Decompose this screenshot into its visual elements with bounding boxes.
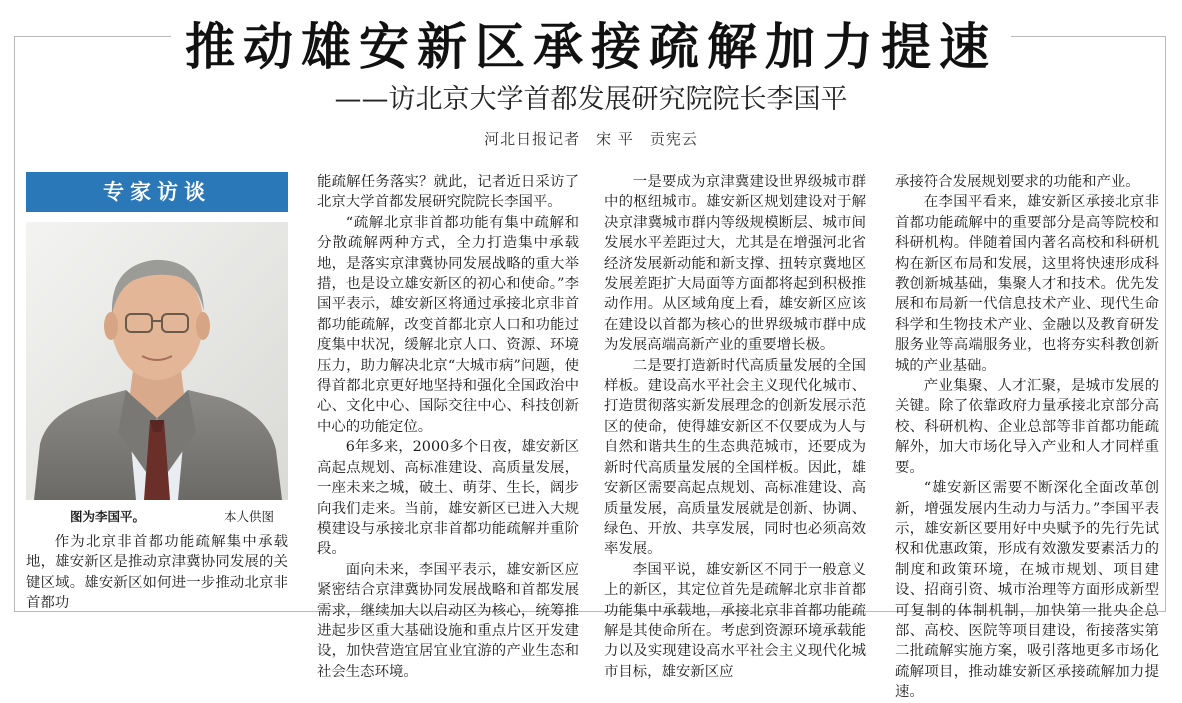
paragraph: 李国平说，雄安新区不同于一般意义上的新区，其定位首先是疏解北京非首都功能集中承载地，承接北京非首都功能疏解是其使命所在。考虑到资源环境承载能力以及实现建设高水平社会主义现代化城市目标，雄安新区应 — [604, 561, 866, 680]
paragraph: 在李国平看来，雄安新区承接北京非首都功能疏解中的重要部分是高等院校和科研机构。伴随着国内著名高校和科研机构在新区布局和发展，这里将快速形成科教创新城基础，集聚人才和技术。优先发展和布局新一代信息技术产业、现代生命科学和生物技术产业、金融以及教育研发服务业等高端服务业，也将夯实科教创新城的产业基础。 — [895, 194, 1159, 374]
paragraph: 承接符合发展规划要求的功能和产业。 — [895, 174, 1140, 190]
title-band — [0, 0, 1182, 90]
photo-credit: 本人供图 — [223, 509, 274, 524]
column-4 — [895, 172, 1159, 703]
photo-caption — [26, 508, 288, 526]
article-subtitle: ——访北京大学首都发展研究院院长李国平 — [334, 84, 848, 115]
paragraph: 能疏解任务落实？就此，记者近日采访了北京大学首都发展研究院院长李国平。 — [317, 174, 579, 211]
paragraph: 一是要成为京津冀建设世界级城市群中的枢纽城市。雄安新区规划建设对于解决京津冀城市群内等级规模断层、城市间发展水平差距过大，尤其是在增强河北省经济发展新动能和新支撑、扭转京冀地区发展差距扩大局面等方面都将起到积极推动作用。从区域角度上看，雄安新区应该在建设以首都为核心的世界级城市群中成为发展高端高新产业的重要增长极。 — [604, 174, 866, 354]
portrait-photo — [26, 222, 288, 500]
paragraph: 6年多来，2000多个日夜，雄安新区高起点规划、高标准建设、高质量发展，一座未来之城，破土、萌芽、生长，阔步向我们走来。当前，雄安新区已进入大规模建设与承接北京非首都功能疏解并重阶段。 — [317, 439, 579, 558]
paragraph: 面向未来，李国平表示，雄安新区应紧密结合京津冀协同发展战略和首都发展需求，继续加大以启动区为核心，统筹推进起步区重大基础设施和重点片区开发建设，加快营造宜居宜业宜游的产业生态和社会生态环境。 — [317, 561, 579, 680]
column-1 — [26, 172, 288, 614]
caption-text: 图为李国平。 — [70, 509, 146, 524]
article-title: 推动雄安新区承接疏解加力提速 — [171, 8, 1011, 86]
article-byline: 河北日报记者 宋 平 贡宪云 — [484, 130, 698, 148]
paragraph: 产业集聚、人才汇聚，是城市发展的关键。除了依靠政府力量承接北京部分高校、科研机构、企业总部等非首都功能疏解外，加大市场化导入产业和人才同样重要。 — [895, 378, 1159, 476]
paragraph: 作为北京非首都功能疏解集中承载地，雄安新区是推动京津冀协同发展的关键区域。雄安新区如何进一步推动北京非首都功 — [26, 534, 288, 612]
column-2 — [317, 172, 579, 682]
paragraph: 二是要打造新时代高质量发展的全国样板。建设高水平社会主义现代化城市、打造贯彻落实新发展理念的创新发展示范区的使命，使得雄安新区不仅要成为人与自然和谐共生的生态典范城市，还要成为新时代高质量发展的全国样板。因此，雄安新区需要高起点规划、高标准建设、高质量发展，高质量发展就是创新、协调、绿色、开放、共享发展，同时也必须高效率发展。 — [604, 357, 866, 558]
section-banner: 专家访谈 — [26, 172, 288, 212]
paragraph: “疏解北京非首都功能有集中疏解和分散疏解两种方式，全力打造集中承载地，是落实京津冀协同发展战略的重大举措，也是设立雄安新区的初心和使命。”李国平表示，雄安新区将通过承接北京非首都功能疏解，改变首都北京人口和功能过度集中状况，缓解北京人口、资源、环境压力，助力解决北京“大城市病”问题，使得首都北京更好地坚持和强化全国政治中心、文化中心、国际交往中心、科技创新中心的功能定位。 — [317, 214, 579, 435]
paragraph: “雄安新区需要不断深化全面改革创新，增强发展内生动力与活力。”李国平表示，雄安新区要用好中央赋予的先行先试权和优惠政策，形成有效激发要素活力的制度和政策环境，在城市规划、项目建设、招商引资、城市治理等方面形成新型可复制的体制机制，加快第一批央企总部、高校、医院等项目建设，衔接落实第二批疏解实施方案，吸引落地更多市场化疏解项目，推动雄安新区承接疏解加力提速。 — [895, 480, 1159, 701]
intro-text — [26, 532, 288, 614]
column-3 — [604, 172, 866, 682]
